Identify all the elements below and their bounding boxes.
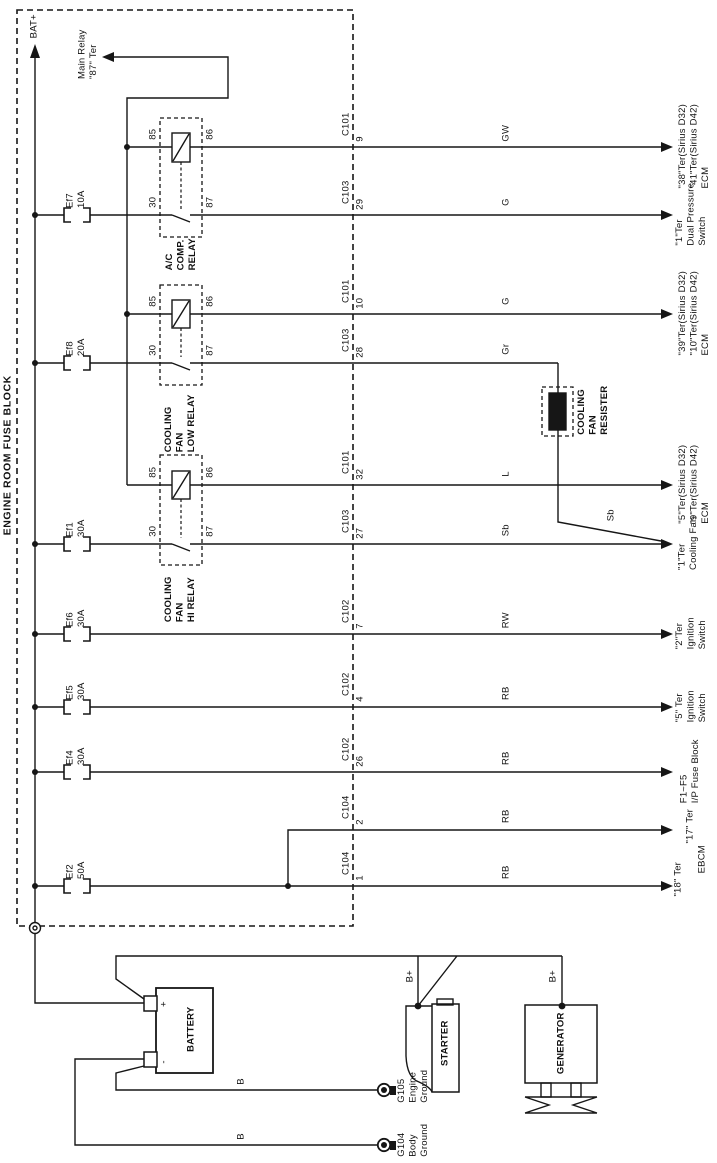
connector-pin: 10	[354, 297, 366, 309]
wire-color-label: L	[500, 470, 512, 477]
main-relay-dest-label: Main Relay "87" Ter	[76, 29, 99, 80]
connector-label: C103	[340, 328, 352, 353]
starter-bplus-label: B+	[404, 970, 416, 983]
block-output-terminal	[30, 923, 41, 934]
battery-minus-wires	[75, 1059, 377, 1145]
relay-pin-86: 86	[204, 128, 216, 140]
fuse-ef5-label: Ef5 30A	[64, 682, 87, 701]
connector-label: C102	[340, 737, 352, 762]
resistor-wire-color-label: Sb	[605, 509, 617, 522]
battery-plus-wires	[116, 956, 562, 1006]
bat-plus-label: BAT+	[28, 14, 40, 39]
wire-color-label: RB	[500, 686, 512, 701]
g104-body-ground-label: G104 Body Ground	[395, 1123, 430, 1157]
relay-pin-30: 30	[147, 344, 159, 356]
connector-label: C103	[340, 180, 352, 205]
fuse-ef2-label: Ef2 50A	[64, 861, 87, 880]
wire-color-label: GW	[500, 124, 512, 142]
cooling-fan-hi-relay-label: COOLING FAN HI RELAY	[162, 576, 197, 623]
fuse-ef7-label: Ef7 10A	[64, 190, 87, 209]
connector-label: C103	[340, 509, 352, 534]
generator-pulley	[525, 1097, 597, 1113]
wire-color-label: G	[500, 297, 512, 306]
connector-label: C101	[340, 112, 352, 137]
battery-label: BATTERY	[185, 1006, 197, 1052]
wire-color-label: RB	[500, 809, 512, 824]
dest-ebcm-18: "18" Ter	[672, 861, 684, 897]
relay-pin-30: 30	[147, 196, 159, 208]
connector-label: C101	[340, 450, 352, 475]
dest-cooling-fan: "1"Ter Cooling Fan	[676, 516, 699, 570]
connector-pin: 9	[354, 135, 366, 142]
relay-pin-87: 87	[204, 525, 216, 537]
connector-pin: 26	[354, 755, 366, 767]
starter-label: STARTER	[439, 1020, 451, 1067]
battery-wire-b-label-1: B	[235, 1078, 247, 1086]
cooling-fan-resistor-label: COOLING FAN RESISTER	[575, 385, 610, 435]
relay-pin-30: 30	[147, 525, 159, 537]
connector-label: C102	[340, 599, 352, 624]
junction-dots	[32, 144, 565, 1009]
g105-ground-icon	[378, 1084, 396, 1096]
connector-label: C101	[340, 279, 352, 304]
battery-minus-sign: -	[158, 1059, 170, 1064]
connector-pin: 4	[354, 695, 366, 702]
connector-label: C104	[340, 851, 352, 876]
dest-ignition-switch-2: "5" Ter Ignition Switch	[673, 690, 708, 723]
dest-ecm-2: "39"Ter(Sirius D32) "10"Ter(Sirius D42) ECM	[676, 271, 711, 356]
connector-pin: 7	[354, 622, 366, 629]
connector-pin: 2	[354, 818, 366, 825]
wire-color-label: RB	[500, 865, 512, 880]
wire-color-label: G	[500, 198, 512, 207]
connector-pin: 32	[354, 468, 366, 480]
fuse-block-title: ENGINE ROOM FUSE BLOCK	[1, 375, 14, 536]
dest-ecm-3: "5"Ter(Sirius D32) "9"Ter(Sirius D42) ECM	[676, 444, 711, 524]
relay-pin-87: 87	[204, 196, 216, 208]
fuse-ef4-label: Ef4 30A	[64, 747, 87, 766]
dest-ebcm-shared: EBCM	[696, 845, 708, 874]
relay-pin-85: 85	[147, 295, 159, 307]
fuse-ef6-label: Ef6 30A	[64, 609, 87, 628]
wire-color-label: Gr	[500, 343, 512, 355]
g104-ground-icon	[378, 1139, 396, 1151]
dest-ip-fuse-block: F1~F5 I/P Fuse Block	[678, 739, 701, 804]
relay-pin-85: 85	[147, 128, 159, 140]
connector-label: C102	[340, 672, 352, 697]
dest-ebcm-17: "17" Ter	[684, 808, 696, 844]
dest-dual-pressure-switch: "1"Ter Dual Pressure Switch	[673, 182, 708, 246]
fuse-ef8-label: Ef8 20A	[64, 338, 87, 357]
cooling-fan-low-relay-label: COOLING FAN LOW RELAY	[162, 394, 197, 453]
wire-color-label: Sb	[500, 524, 512, 537]
wire-color-label: RB	[500, 751, 512, 766]
cooling-fan-resistor-element	[549, 393, 566, 430]
connector-pin: 1	[354, 874, 366, 881]
battery-minus-terminal	[144, 1052, 157, 1067]
connector-pin: 29	[354, 198, 366, 210]
battery-plus-sign: +	[158, 1001, 170, 1008]
relay-pin-87: 87	[204, 344, 216, 356]
fuse-symbols	[64, 208, 90, 893]
battery-wire-b-label-2: B	[235, 1133, 247, 1141]
relay-pin-85: 85	[147, 466, 159, 478]
g105-engine-ground-label: G105 Engine Ground	[395, 1069, 430, 1103]
dest-ecm-1: "38"Ter(Sirius D32) "41"Ter(Sirius D42) ECM	[676, 104, 711, 189]
ac-comp-relay-label: A/C COMP. RELAY	[163, 238, 198, 271]
wire-color-label: RW	[500, 612, 512, 629]
connector-pin: 27	[354, 527, 366, 539]
battery-plus-terminal	[144, 996, 157, 1011]
connector-pin: 28	[354, 346, 366, 358]
main-relay-arrow	[102, 52, 114, 62]
fuse-ef1-label: Ef1 30A	[64, 519, 87, 538]
connector-label: C104	[340, 795, 352, 820]
bat-plus-arrow	[30, 44, 40, 58]
generator-label: GENERATOR	[555, 1012, 567, 1075]
relay-pin-86: 86	[204, 295, 216, 307]
dest-ignition-switch-1: "2"Ter Ignition Switch	[673, 617, 708, 650]
relay-pin-86: 86	[204, 466, 216, 478]
generator-bplus-label: B+	[547, 970, 559, 983]
